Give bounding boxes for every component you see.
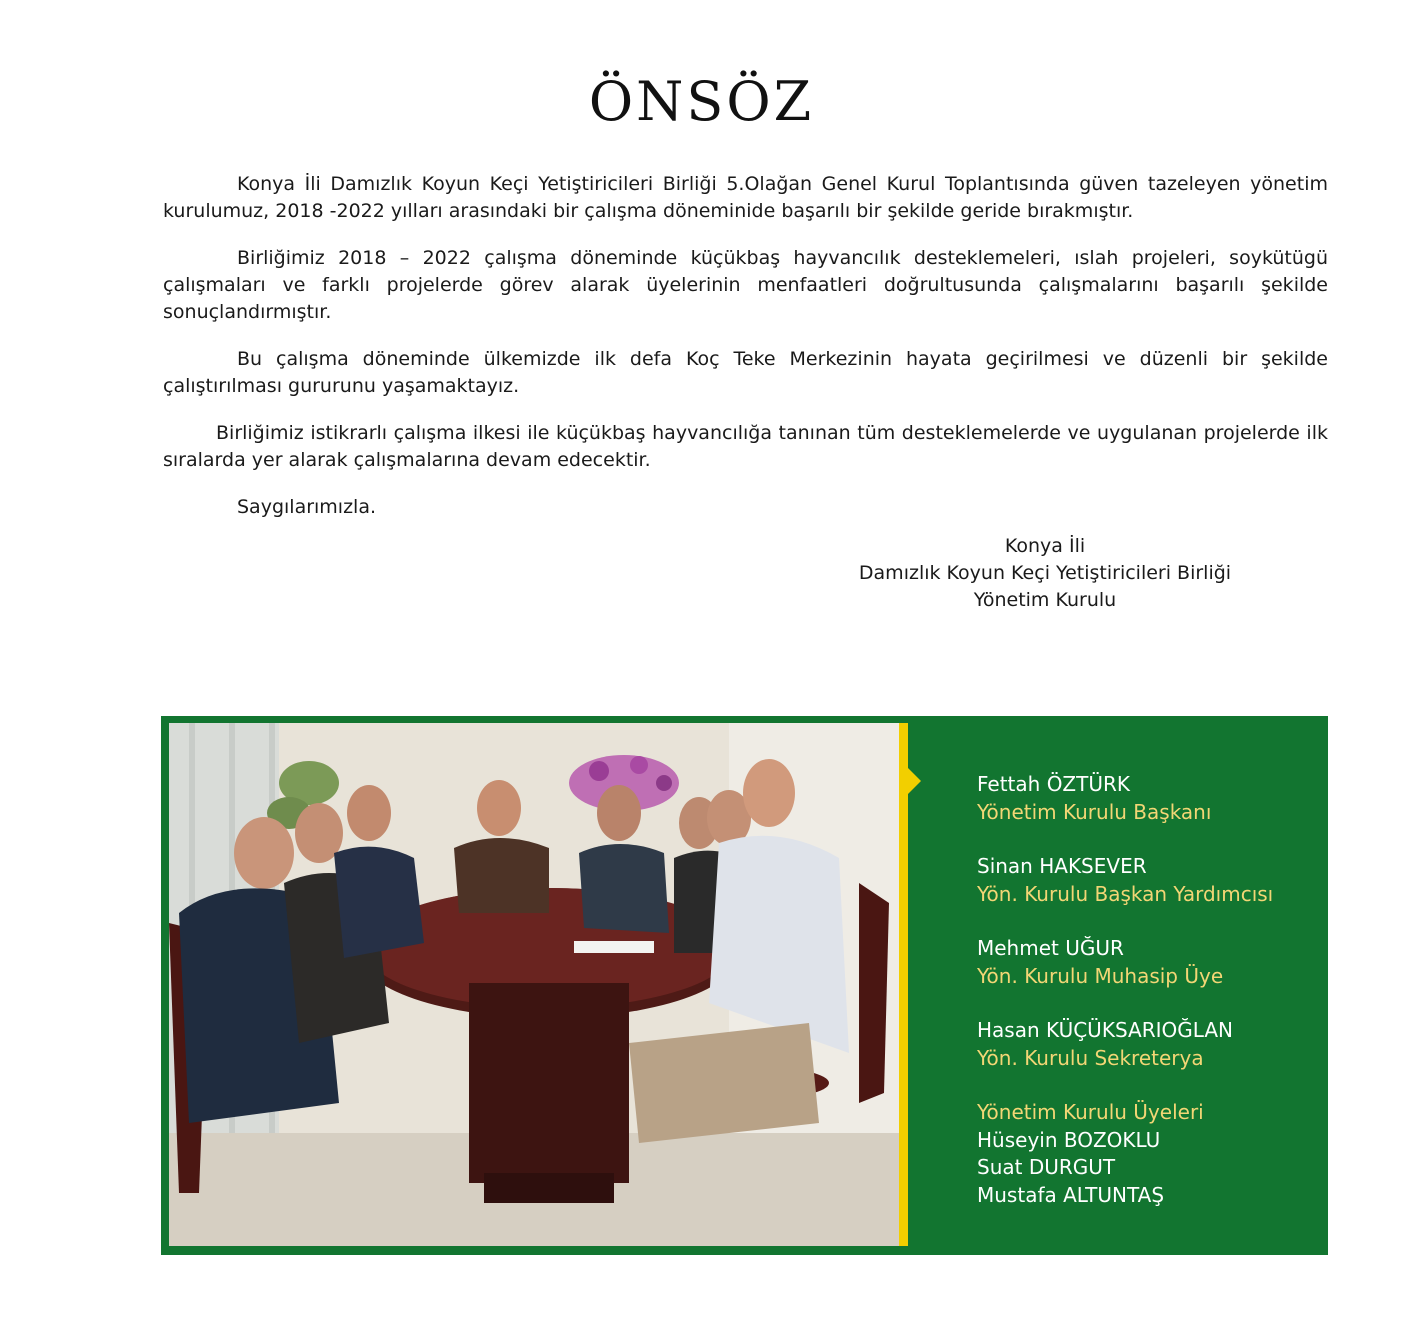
- foreword-body: [163, 171, 1328, 541]
- member-role: Yön. Kurulu Muhasip Üye: [977, 963, 1224, 988]
- board-member: [977, 935, 1317, 990]
- board-other-members: [977, 1099, 1317, 1209]
- member-role: Yönetim Kurulu Başkanı: [977, 799, 1212, 824]
- paragraph: Bu çalışma döneminde ülkemizde ilk defa Koç Teke Merkezinin hayata geçirilmesi ve düzenli bir şekilde çalıştırılması gururunu yaşamaktayız.: [163, 348, 1328, 397]
- board-panel: [161, 716, 1328, 1255]
- board-meeting-photo: [169, 723, 899, 1246]
- signature-line: Yönetim Kurulu: [973, 589, 1117, 611]
- paragraph: Birliğimiz 2018 – 2022 çalışma döneminde küçükbaş hayvancılık desteklemeleri, ıslah projeleri, soykütügü çalışmaları ve farklı projelerde görev alarak üyelerinin menfaatleri doğrultusunda çalışmalarını başarılı şekilde sonuçlandırmıştır.: [163, 247, 1328, 323]
- board-member: [977, 771, 1317, 826]
- member-name: Hasan KÜÇÜKSARIOĞLAN: [977, 1018, 1233, 1042]
- closing-line: Saygılarımızla.: [237, 496, 377, 518]
- paragraph: Konya İli Damızlık Koyun Keçi Yetiştiricileri Birliği 5.Olağan Genel Kurul Toplantısında güven tazeleyen yönetim kurulumuz, 2018 -2022 yılları arasındaki bir çalışma döneminide başarılı bir şekilde geride bırakmıştır.: [163, 173, 1328, 222]
- board-member: [977, 853, 1317, 908]
- signature-line: Konya İli: [1004, 535, 1086, 557]
- member-name: Sinan HAKSEVER: [977, 854, 1147, 878]
- member-name: Suat DURGUT: [977, 1155, 1116, 1179]
- member-name: Mustafa ALTUNTAŞ: [977, 1182, 1165, 1207]
- page-title: ÖNSÖZ: [588, 70, 815, 133]
- member-role: Yön. Kurulu Sekreterya: [977, 1045, 1204, 1070]
- member-name: Mehmet UĞUR: [977, 936, 1124, 960]
- signature-block: [830, 533, 1260, 614]
- member-name: Hüseyin BOZOKLU: [977, 1127, 1161, 1152]
- other-members-heading: Yönetim Kurulu Üyeleri: [977, 1100, 1204, 1124]
- accent-arrow: [908, 768, 921, 794]
- board-member: [977, 1017, 1317, 1072]
- signature-line: Damızlık Koyun Keçi Yetiştiricileri Birliği: [858, 562, 1232, 584]
- member-role: Yön. Kurulu Başkan Yardımcısı: [977, 881, 1274, 906]
- paragraph: Birliğimiz istikrarlı çalışma ilkesi ile küçükbaş hayvancılığa tanınan tüm desteklemelerde ve uygulanan projelerde ilk sıralarda yer alarak çalışmalarına devam edecektir.: [163, 422, 1328, 471]
- board-member-list: [977, 771, 1317, 1236]
- accent-bar: [899, 723, 908, 1246]
- member-name: Fettah ÖZTÜRK: [977, 772, 1130, 796]
